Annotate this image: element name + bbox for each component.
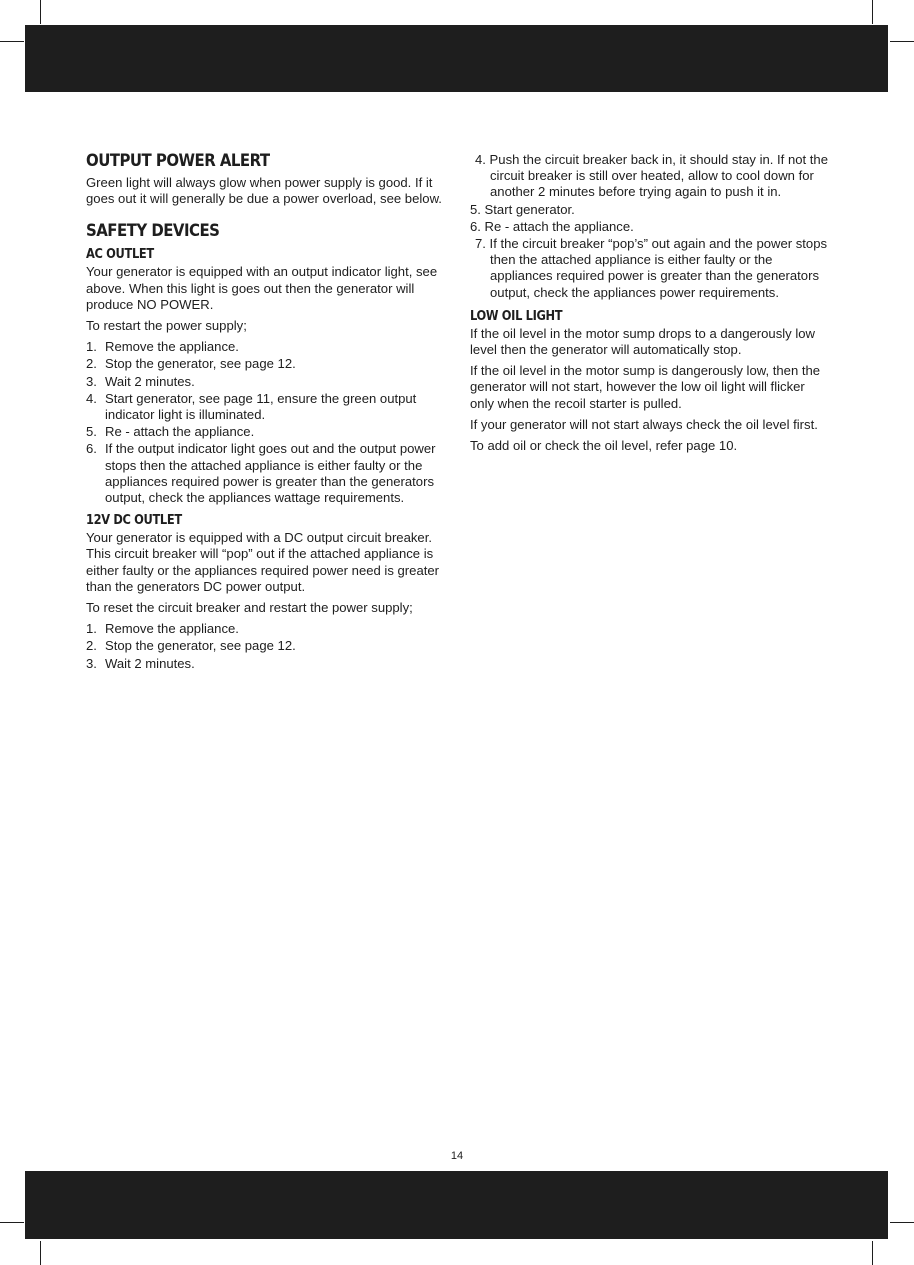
- crop-mark: [0, 1222, 24, 1223]
- low-oil-para2: If the oil level in the motor sump is dangerously low, then the generator will not start, however the low oil light will flicker only when the recoil starter is pulled.: [470, 363, 821, 411]
- output-alert-heading: OUTPUT POWER ALERT: [86, 151, 270, 171]
- crop-mark: [872, 0, 873, 24]
- ac-outlet-para1: Your generator is equipped with an output indicator light, see above. When this light is goes out then the generator will produce NO POWER.: [86, 264, 438, 312]
- list-item: 2. Stop the generator, see page 12.: [86, 638, 296, 654]
- left-column: [86, 150, 444, 678]
- list-item: 5. Re - attach the appliance.: [86, 424, 255, 440]
- dc-outlet-para1: Your generator is equipped with a DC output circuit breaker. This circuit breaker will “pop” out if the attached appliance is either faulty or the appliances required power need is greater than the generators DC power output.: [86, 530, 440, 594]
- footer-band: [25, 1171, 888, 1239]
- list-item: 4. Push the circuit breaker back in, it should stay in. If not the circuit breaker is still over heated, allow to cool down for another 2 minutes before trying again to push it in.: [475, 152, 828, 200]
- list-item: 4. Start generator, see page 11, ensure the green output indicator light is illuminated.: [86, 390, 417, 423]
- low-oil-para4: To add oil or check the oil level, refer page 10.: [470, 438, 738, 454]
- header-band: [25, 25, 888, 92]
- dc-outlet-heading: 12V DC OUTLET: [86, 513, 182, 529]
- low-oil-heading: LOW OIL LIGHT: [470, 308, 563, 324]
- crop-mark: [40, 1241, 41, 1265]
- ac-outlet-para2: To restart the power supply;: [86, 318, 247, 334]
- right-column: [470, 152, 828, 459]
- page-number: 14: [450, 1150, 464, 1162]
- dc-outlet-steps-continued: [470, 152, 828, 301]
- list-item: 1. Remove the appliance.: [86, 339, 239, 355]
- crop-mark: [872, 1241, 873, 1265]
- low-oil-para1: If the oil level in the motor sump drops to a dangerously low level then the generator will automatically stop.: [470, 325, 815, 358]
- low-oil-para3: If your generator will not start always check the oil level first.: [470, 416, 818, 432]
- safety-devices-heading: SAFETY DEVICES: [86, 221, 220, 242]
- output-alert-text: Green light will always glow when power supply is good. If it goes out it will generally be due a power overload, see below.: [86, 175, 442, 207]
- crop-mark: [890, 1222, 914, 1223]
- list-item: 3. Wait 2 minutes.: [86, 655, 195, 671]
- crop-mark: [890, 41, 914, 42]
- list-item: 2. Stop the generator, see page 12.: [86, 356, 296, 372]
- list-item: 6. If the output indicator light goes out and the output power stops then the attached appliance is either faulty or the appliances required power is greater than the generators output, check the appliances wattage requirements.: [86, 441, 436, 506]
- list-item: 5. Start generator.: [470, 201, 575, 217]
- crop-mark: [40, 0, 41, 24]
- ac-outlet-steps: [86, 339, 444, 506]
- crop-mark: [0, 41, 24, 42]
- list-item: 6. Re - attach the appliance.: [470, 218, 634, 234]
- dc-outlet-steps: [86, 621, 444, 672]
- list-item: 1. Remove the appliance.: [86, 621, 239, 637]
- list-item: 7. If the circuit breaker “pop’s” out again and the power stops then the attached appliance is either faulty or the appliances required power is greater than the generators output, check the appliances power requirements.: [475, 236, 828, 300]
- ac-outlet-heading: AC OUTLET: [86, 247, 154, 263]
- list-item: 3. Wait 2 minutes.: [86, 373, 195, 389]
- dc-outlet-para2: To reset the circuit breaker and restart the power supply;: [86, 600, 413, 616]
